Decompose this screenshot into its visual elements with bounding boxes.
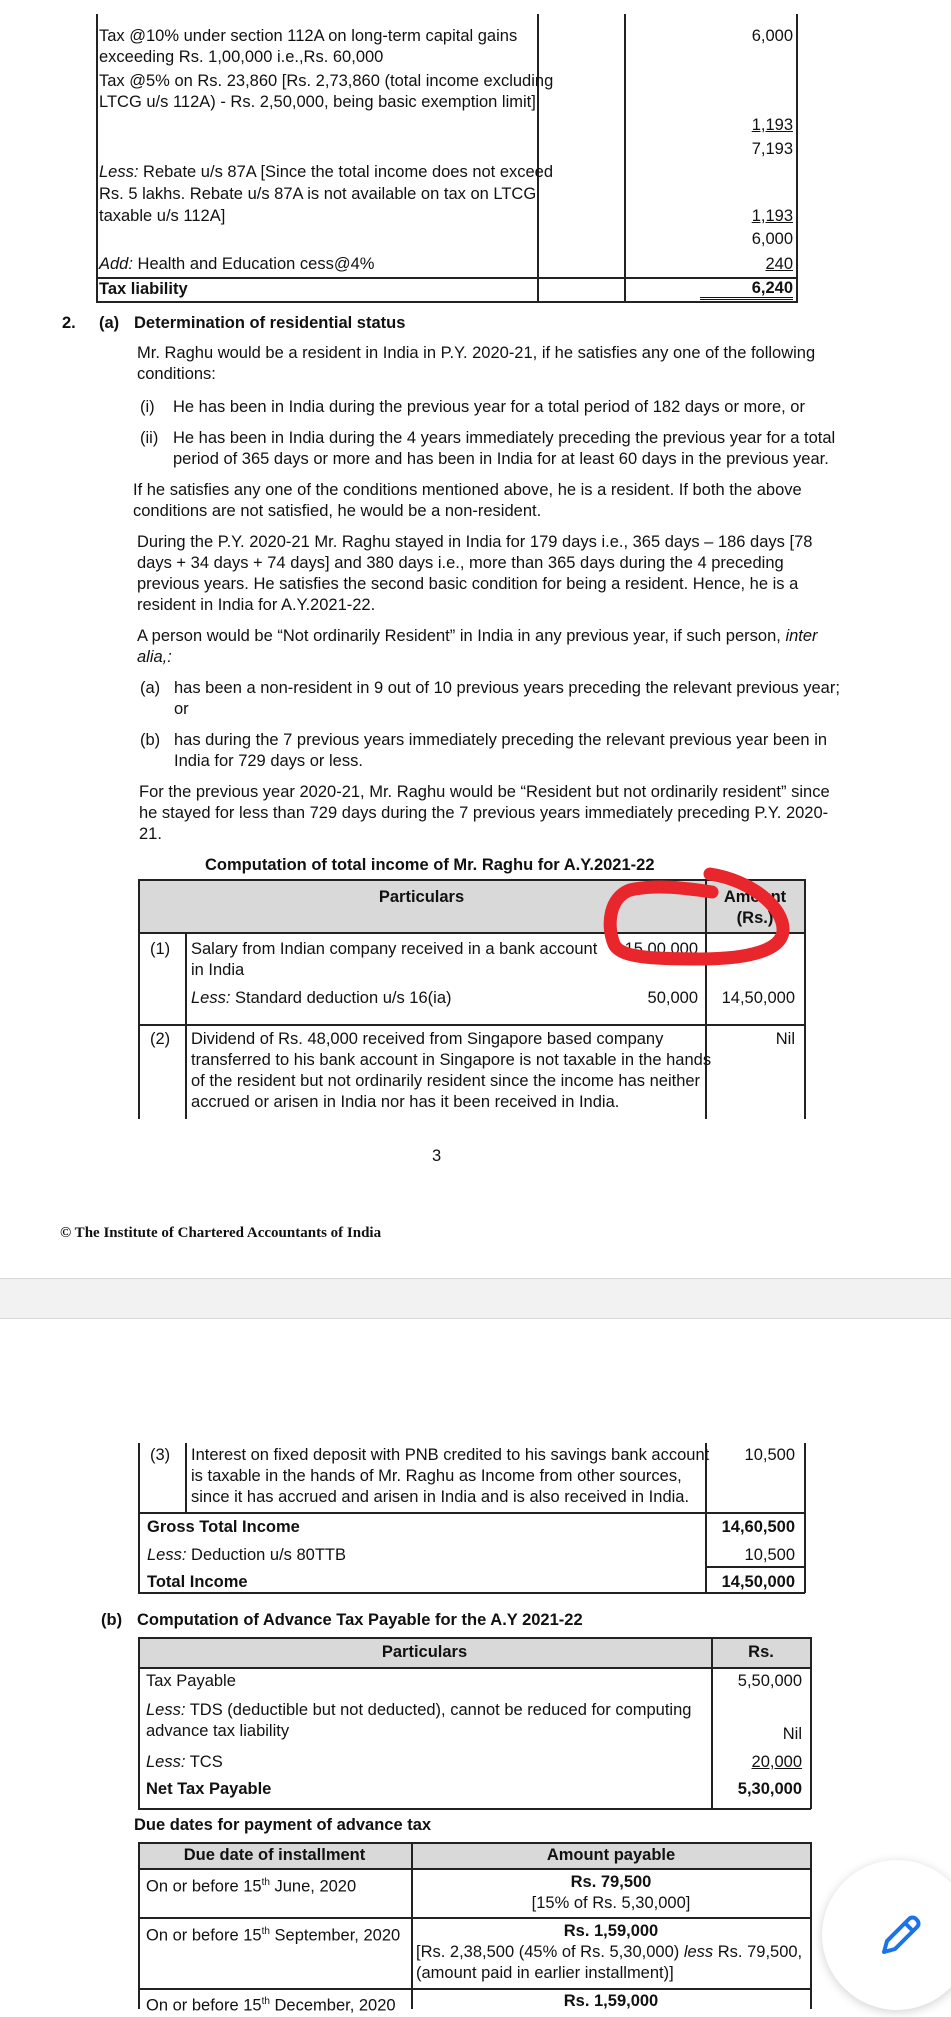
net-salary-amount: 14,50,000 (721, 989, 795, 1007)
table-border (706, 1566, 804, 1568)
cess-line (99, 254, 374, 275)
table-border (138, 1512, 805, 1514)
adv-header-rs: Rs. (748, 1643, 774, 1661)
date-month: September, 2020 (269, 1926, 401, 1945)
installment-1-amount: Rs. 79,500 (570, 1873, 652, 1891)
part-a-title: Determination of residential status (134, 314, 406, 332)
condition-i-label: (i) (140, 398, 155, 416)
total-income-label: Total Income (147, 1573, 248, 1591)
due-header-date: Due date of installment (183, 1846, 366, 1864)
page-gap (0, 1278, 951, 1318)
note-text: Rs. 79,500, (713, 1943, 803, 1961)
para1-line-2: conditions: (137, 365, 216, 383)
date-text: On or before 15 (146, 1877, 262, 1896)
computation-title: Computation of total income of Mr. Raghu for A.Y.2021-22 (205, 856, 655, 874)
add-prefix: Add: (99, 255, 133, 273)
nor-condition-b-line-2: India for 729 days or less. (174, 752, 363, 770)
tcs-amount: 20,000 (751, 1753, 802, 1771)
item-2-line-1: Dividend of Rs. 48,000 received from Singapore based company (191, 1030, 664, 1048)
item-2-label: (2) (150, 1030, 171, 1048)
less-prefix: Less: (191, 989, 231, 1007)
table-border (804, 879, 806, 1119)
due-dates-title: Due dates for payment of advance tax (134, 1816, 432, 1834)
item-2-line-4: accrued or arisen in India nor has it been received in India. (191, 1093, 620, 1111)
tds-text: TDS (deductible but not deducted), cannot be reduced for computing (185, 1701, 692, 1719)
para2-line-1: If he satisfies any one of the conditions mentioned above, he is a resident. If both the above (133, 481, 802, 499)
table-border (624, 14, 626, 302)
tax-112a-line-2: exceeding Rs. 1,00,000 i.e.,Rs. 60,000 (99, 48, 384, 66)
item-3-line-2: is taxable in the hands of Mr. Raghu as Income from other sources, (191, 1467, 682, 1485)
condition-ii-line-2: period of 365 days or more and has been in India for at least 60 days in the previous year. (173, 450, 829, 468)
nor-condition-b-line-1: has during the 7 previous years immediately preceding the relevant previous year been in (174, 731, 828, 749)
total-income-amount: 14,50,000 (721, 1573, 795, 1591)
condition-ii-label: (ii) (140, 429, 159, 447)
tds-amount: Nil (782, 1725, 802, 1743)
adv-header-particulars: Particulars (381, 1643, 468, 1661)
item-2-line-2: transferred to his bank account in Singapore is not taxable in the hands (191, 1051, 712, 1069)
table-header-amount-line-1: Amount (723, 888, 787, 906)
tds-line-2: advance tax liability (146, 1722, 290, 1740)
interest-amount: 10,500 (744, 1446, 795, 1464)
rebate-text: Rebate u/s 87A [Since the total income does not exceed (138, 163, 554, 181)
item-1-line-2: in India (191, 961, 245, 979)
deduction-80ttb-text: Deduction u/s 80TTB (186, 1546, 347, 1564)
tcs-text: TCS (185, 1753, 223, 1771)
para3-line-1: During the P.Y. 2020-21 Mr. Raghu stayed in India for 179 days i.e., 365 days – 186 days [78 (137, 533, 813, 551)
table-border (138, 1842, 811, 1844)
table-border (138, 1512, 140, 1593)
table-header-amount-line-2: (Rs.) (736, 909, 774, 927)
table-border (138, 1868, 811, 1870)
table-border (810, 1637, 812, 1809)
para4-text: A person would be “Not ordinarily Resident” in India in any previous year, if such person, (137, 627, 786, 645)
part-b-title: Computation of Advance Tax Payable for the A.Y 2021-22 (137, 1611, 583, 1629)
installment-3-date (146, 1991, 396, 2017)
part-a-label: (a) (99, 314, 120, 332)
tax-112a-amount: 6,000 (751, 27, 793, 45)
tax-subtotal: 7,193 (751, 140, 793, 158)
nor-condition-a-label: (a) (140, 679, 161, 697)
tax-after-rebate: 6,000 (751, 230, 793, 248)
tcs-line (146, 1752, 223, 1773)
table-border (810, 1842, 812, 2009)
due-header-amount: Amount payable (546, 1846, 676, 1864)
date-sup: th (261, 1926, 270, 1937)
gross-total-income-label: Gross Total Income (147, 1518, 300, 1536)
salary-amount: 15,00,000 (624, 940, 698, 958)
standard-deduction-amount: 50,000 (647, 989, 698, 1007)
tax-5pct-line-1: Tax @5% on Rs. 23,860 [Rs. 2,73,860 (total income excluding (99, 72, 554, 90)
para5-line-1: For the previous year 2020-21, Mr. Raghu would be “Resident but not ordinarily resident” since (139, 783, 830, 801)
installment-2-amount: Rs. 1,59,000 (563, 1922, 659, 1940)
installment-1-note: [15% of Rs. 5,30,000] (531, 1894, 691, 1912)
table-header-particulars: Particulars (378, 888, 465, 906)
condition-i-text: He has been in India during the previous year for a total period of 182 days or more, or (173, 398, 805, 416)
net-tax-payable-amount: 5,30,000 (737, 1780, 802, 1798)
dividend-amount: Nil (775, 1030, 795, 1048)
table-border (96, 14, 98, 302)
part-b-label: (b) (101, 1611, 123, 1629)
footer-copyright: © The Institute of Chartered Accountants of India (60, 1225, 382, 1241)
para4-line-2: alia,: (137, 648, 172, 666)
less-prefix: Less: (146, 1753, 186, 1771)
nor-condition-a-line-2: or (174, 700, 189, 718)
date-sup: th (261, 1877, 270, 1888)
tax-5pct-amount: 1,193 (751, 116, 793, 134)
table-border (796, 14, 798, 302)
table-border (138, 1808, 811, 1810)
rebate-line-2: Rs. 5 lakhs. Rebate u/s 87A is not available on tax on LTCG (99, 185, 537, 203)
cess-text: Health and Education cess@4% (132, 255, 375, 273)
deduction-80ttb-amount: 10,500 (744, 1546, 795, 1564)
cess-amount: 240 (765, 255, 793, 273)
standard-deduction-line (191, 988, 452, 1009)
page-edge (0, 1278, 951, 1279)
table-border (138, 1917, 811, 1919)
note-text: [Rs. 2,38,500 (45% of Rs. 5,30,000) (416, 1943, 684, 1961)
tax-liability-label: Tax liability (99, 280, 188, 298)
tax-112a-line-1: Tax @10% under section 112A on long-term capital gains (99, 27, 518, 45)
tax-liability-amount: 6,240 (700, 279, 793, 300)
rebate-line-3: taxable u/s 112A] (99, 207, 226, 225)
date-text: On or before 15 (146, 1996, 262, 2015)
less-prefix: Less: (146, 1701, 186, 1719)
table-border (804, 1443, 806, 1593)
table-border (138, 879, 140, 1119)
para3-line-3: previous years. He satisfies the second basic condition for being a resident. Hence, he is a (137, 575, 799, 593)
less-prefix: Less: (147, 1546, 187, 1564)
para1-line-1: Mr. Raghu would be a resident in India in P.Y. 2020-21, if he satisfies any one of the following (137, 344, 816, 362)
gross-total-income-amount: 14,60,500 (721, 1518, 795, 1536)
item-2-line-3: of the resident but not ordinarily resident since the income has neither (191, 1072, 701, 1090)
item-3-label: (3) (150, 1446, 171, 1464)
para4-line-1 (137, 626, 818, 647)
edit-fab-button[interactable] (822, 1860, 951, 2010)
item-3-line-3: since it has accrued and arisen in India and is also received in India. (191, 1488, 690, 1506)
date-month: December, 2020 (269, 1996, 396, 2015)
date-sup: th (261, 1996, 270, 2007)
red-annotation-circle (600, 862, 800, 972)
para5-line-3: 21. (139, 825, 162, 843)
table-border (537, 14, 539, 302)
table-border (96, 277, 798, 279)
installment-2-date (146, 1921, 400, 1947)
table-border (185, 1443, 187, 1513)
tax-5pct-line-2: LTCG u/s 112A) - Rs. 2,50,000, being basic exemption limit] (99, 93, 536, 111)
pencil-icon (874, 1910, 926, 1962)
nor-condition-b-label: (b) (140, 731, 161, 749)
standard-deduction-text: Standard deduction u/s 16(ia) (230, 989, 452, 1007)
page-number: 3 (432, 1147, 442, 1165)
less-prefix: Less: (99, 163, 139, 181)
item-1-line-1: Salary from Indian company received in a bank account (191, 940, 598, 958)
installment-2-note-line-1 (416, 1942, 802, 1963)
table-border (138, 1988, 811, 1990)
para3-line-4: resident in India for A.Y.2021-22. (137, 596, 376, 614)
date-text: On or before 15 (146, 1926, 262, 1945)
installment-3-amount: Rs. 1,59,000 (563, 1992, 659, 2010)
table-border (138, 1842, 140, 2009)
tax-payable-amount: 5,50,000 (737, 1672, 802, 1690)
item-3-line-1: Interest on fixed deposit with PNB credited to his savings bank account (191, 1446, 710, 1464)
question-number: 2. (62, 314, 76, 332)
table-border (96, 301, 798, 303)
rebate-amount: 1,193 (751, 207, 793, 225)
item-1-label: (1) (150, 940, 171, 958)
table-border (138, 1024, 805, 1026)
date-month: June, 2020 (269, 1877, 357, 1896)
nor-condition-a-line-1: has been a non-resident in 9 out of 10 previous years preceding the relevant previous year; (174, 679, 840, 697)
rebate-line-1 (99, 162, 553, 183)
tds-line-1 (146, 1700, 691, 1721)
net-tax-payable-label: Net Tax Payable (146, 1780, 272, 1798)
deduction-80ttb-line (147, 1545, 346, 1566)
para4-italic: inter (785, 627, 818, 645)
para5-line-2: he stayed for less than 729 days during the 7 previous years immediately preceding P.Y. 2020- (139, 804, 829, 822)
installment-1-date (146, 1872, 356, 1898)
condition-ii-line-1: He has been in India during the 4 years immediately preceding the previous year for a total (173, 429, 836, 447)
table-border (138, 1443, 140, 1513)
note-italic: less (683, 1943, 714, 1961)
installment-2-note-line-2: (amount paid in earlier installment)] (416, 1964, 674, 1982)
para3-line-2: days + 34 days + 74 days] and 380 days i.e., more than 365 days during the 4 preceding (137, 554, 784, 572)
page-edge (0, 1318, 951, 1319)
tax-payable-label: Tax Payable (146, 1672, 236, 1690)
table-border (185, 933, 187, 1119)
para2-line-2: conditions are not satisfied, he would be a non-resident. (133, 502, 542, 520)
